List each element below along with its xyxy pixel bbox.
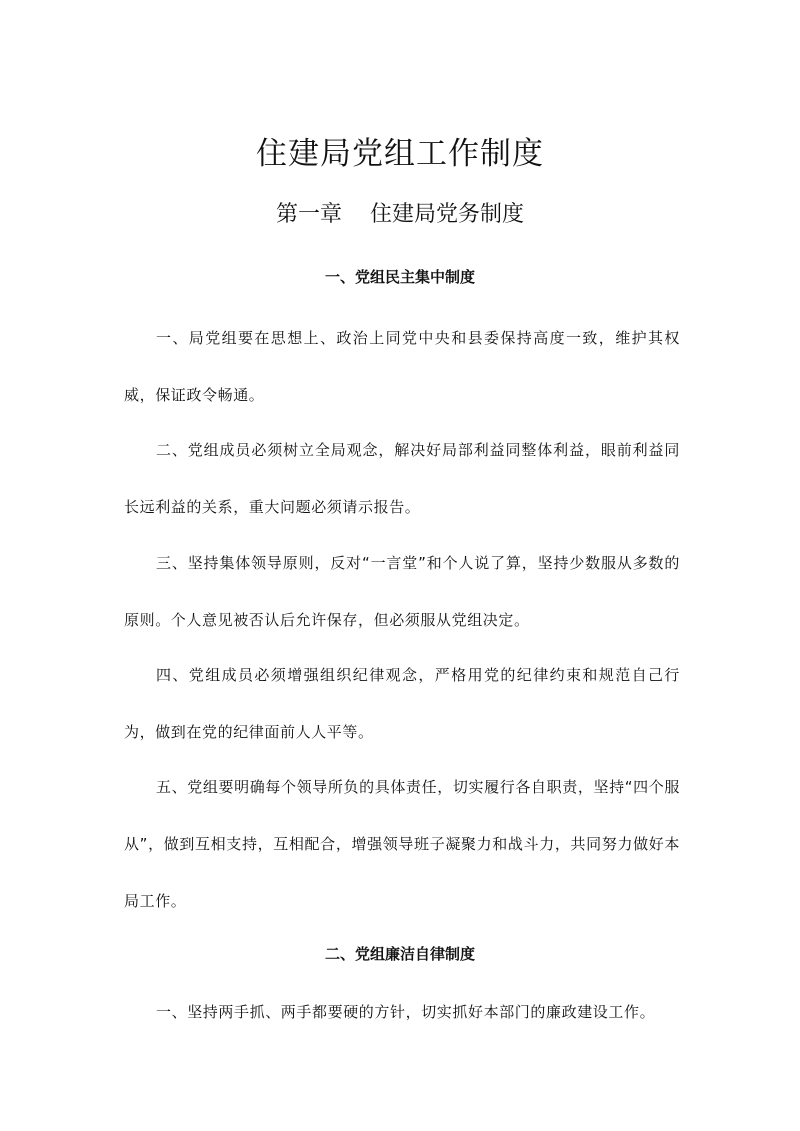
paragraph-2-1: 一、坚持两手抓、两手都要硬的方针，切实抓好本部门的廉政建设工作。 [156,1003,656,1021]
paragraph-1-1: 一、局党组要在思想上、政治上同党中央和县委保持高度一致，维护其权威，保证政令畅通。 [124,329,680,404]
paragraph-1-5: 五、党组要明确每个领导所负的具体责任，切实履行各自职责，坚持“四个服从”，做到互相支持，互相配合，增强领导班子凝聚力和战斗力，共同努力做好本局工作。 [124,778,680,910]
chapter-number: 第一章 [275,202,342,227]
paragraph-1-2: 二、党组成员必须树立全局观念，解决好局部利益同整体利益，眼前利益同长远利益的关系，重大问题必须请示报告。 [124,441,680,516]
section-heading-2: 二、党组廉洁自律制度 [324,945,475,963]
paragraph-1-4: 四、党组成员必须增强组织纪律观念，严格用党的纪律约束和规范自己行为，做到在党的纪律面前人人平等。 [124,666,680,741]
chapter-name: 住建局党务制度 [370,202,525,227]
chapter-title [0,198,800,232]
document-title: 住建局党组工作制度 [256,136,544,172]
section-heading-1: 一、党组民主集中制度 [324,268,475,286]
paragraph-1-3: 三、坚持集体领导原则，反对“一言堂”和个人说了算，坚持少数服从多数的原则。个人意见被否认后允许保存，但必须服从党组决定。 [124,554,680,629]
